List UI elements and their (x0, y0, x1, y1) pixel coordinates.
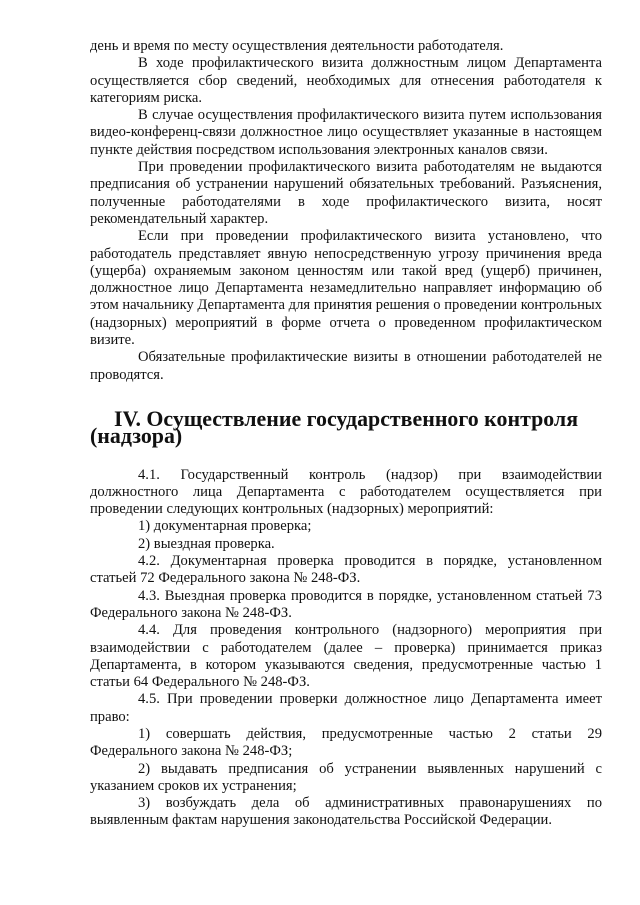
paragraph: день и время по месту осуществления деятельности работодателя. (90, 38, 504, 54)
list-item: 1) документарная проверка; (138, 518, 312, 535)
paragraph: В ходе профилактического визита должностным лицом Департамента осуществляется сбор сведений, необходимых для отнесения работодателя к категориям риска. (90, 55, 602, 106)
paragraphs-before (90, 38, 602, 384)
paragraph: 4.4. Для проведения контрольного (надзорного) мероприятия при взаимодействии с работодателем (далее – проверка) принимается приказ Департамента, в котором указываются сведения, предусмотренные частью 1 статьи 64 Федерального № 248-ФЗ. (90, 622, 602, 691)
list-item: 1) совершать действия, предусмотренные частью 2 статьи 29 Федерального закона № 248-ФЗ; (90, 725, 602, 760)
paragraph: 4.3. Выездная проверка проводится в порядке, установленном статьей 73 Федерального закона № 248-ФЗ. (90, 587, 602, 621)
list-item: 2) выдавать предписания об устранении выявленных нарушений с указанием сроков их устранения; (90, 760, 602, 794)
paragraph: В случае осуществления профилактического визита путем использования видео-конференц-связи должностное лицо осуществляет указанные в настоящем пункте действия посредством использования электронных каналов связи. (90, 107, 602, 158)
paragraph: При проведении профилактического визита работодателям не выдаются предписания об устранении нарушений обязательных требований. Разъяснения, полученные работодателями в ходе профилактического визита, носят рекомендательный характер. (90, 159, 602, 227)
list-item: 2) выездная проверка. (138, 535, 275, 552)
paragraph: 4.5. При проведении проверки должностное лицо Департамента имеет право: (90, 691, 602, 725)
list-item: 3) возбуждать дела об административных правонарушениях по выявленным фактам нарушения законодательства Российской Федерации. (90, 795, 602, 829)
section-heading: IV. Осуществление государственного контроля (надзора) (90, 405, 579, 449)
paragraphs-after (90, 467, 602, 830)
paragraph: Обязательные профилактические визиты в отношении работодателей не проводятся. (90, 349, 602, 383)
paragraph: 4.1. Государственный контроль (надзор) при взаимодействии должностного лица Департамента с работодателем осуществляется при проведении следующих контрольных (надзорных) мероприятий: (90, 466, 602, 518)
paragraph: 4.2. Документарная проверка проводится в порядке, установленном статьей 72 Федерального закона № 248-ФЗ. (90, 553, 602, 587)
paragraph: Если при проведении профилактического визита установлено, что работодатель представляет явную непосредственную угрозу причинения вреда (ущерба) охраняемым законом ценностям или такой вред (ущерб) причинен, должностное лицо Департамента незамедлительно направляет информацию об этом начальнику Департамента для принятия решения о проведении контрольных (надзорных) мероприятий в форме отчета о проведенном профилактическом визите. (90, 228, 602, 349)
